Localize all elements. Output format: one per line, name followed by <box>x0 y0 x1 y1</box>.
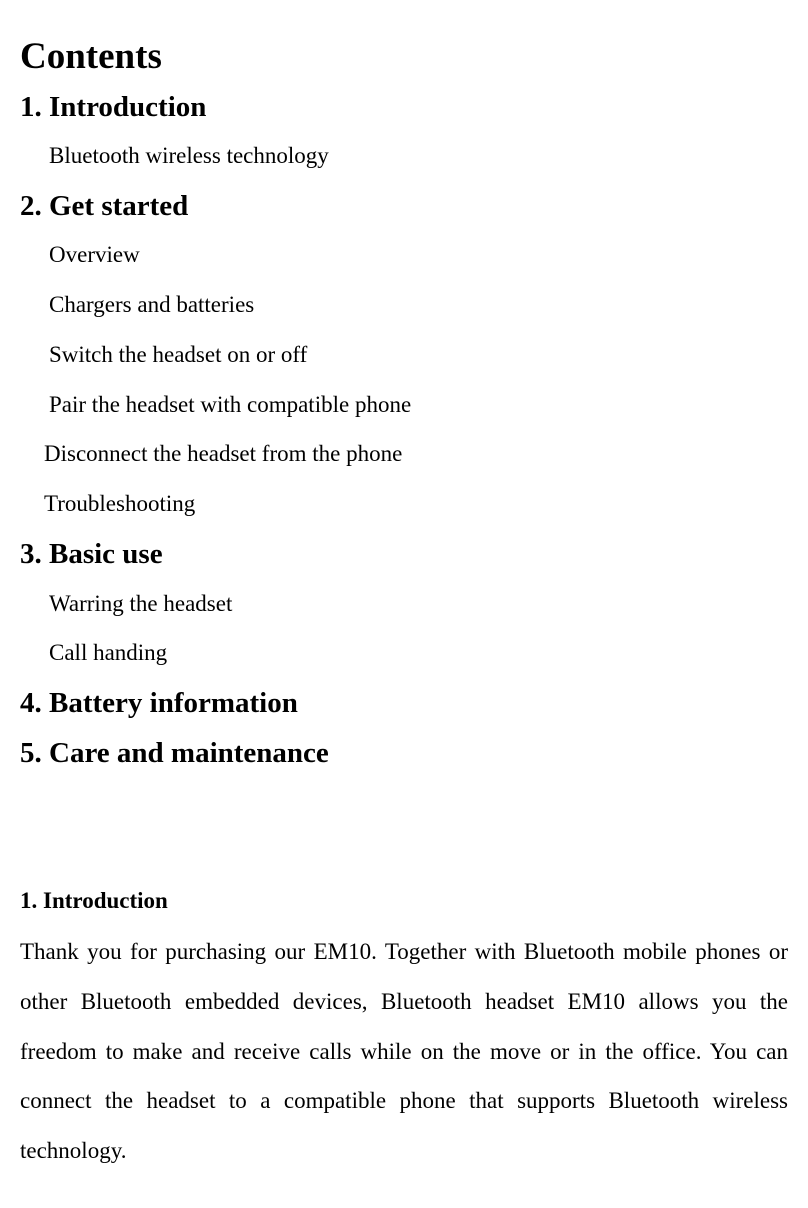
toc-section-basic-use: 3. Basic use <box>20 538 163 570</box>
introduction-body: Thank you for purchasing our EM10. Together with Bluetooth mobile phones or other Bluetooth embedded devices, Bluetooth headset EM10 allows you the freedom to make and receive calls while on the move or in the office. You can connect the headset to a compatible phone that supports Bluetooth wireless technology. <box>20 939 788 1164</box>
toc-item-chargers-and-batteries: Chargers and batteries <box>49 292 255 317</box>
contents-title: Contents <box>20 36 162 77</box>
toc-item-overview: Overview <box>49 242 140 267</box>
toc-section-get-started: 2. Get started <box>20 190 189 222</box>
toc-item-call-handing: Call handing <box>49 640 168 665</box>
toc-item-troubleshooting: Troubleshooting <box>44 491 196 516</box>
toc-section-care-and-maintenance: 5. Care and maintenance <box>20 737 329 769</box>
toc-item-disconnect-headset: Disconnect the headset from the phone <box>44 441 403 466</box>
toc-item-warring-the-headset: Warring the headset <box>49 591 233 616</box>
toc-section-introduction: 1. Introduction <box>20 91 207 123</box>
toc-item-bluetooth-wireless-technology: Bluetooth wireless technology <box>49 143 329 168</box>
introduction-heading: 1. Introduction <box>20 888 168 913</box>
toc-item-pair-headset: Pair the headset with compatible phone <box>49 392 412 417</box>
toc-item-switch-headset: Switch the headset on or off <box>49 342 308 367</box>
toc-section-battery-information: 4. Battery information <box>20 687 298 719</box>
